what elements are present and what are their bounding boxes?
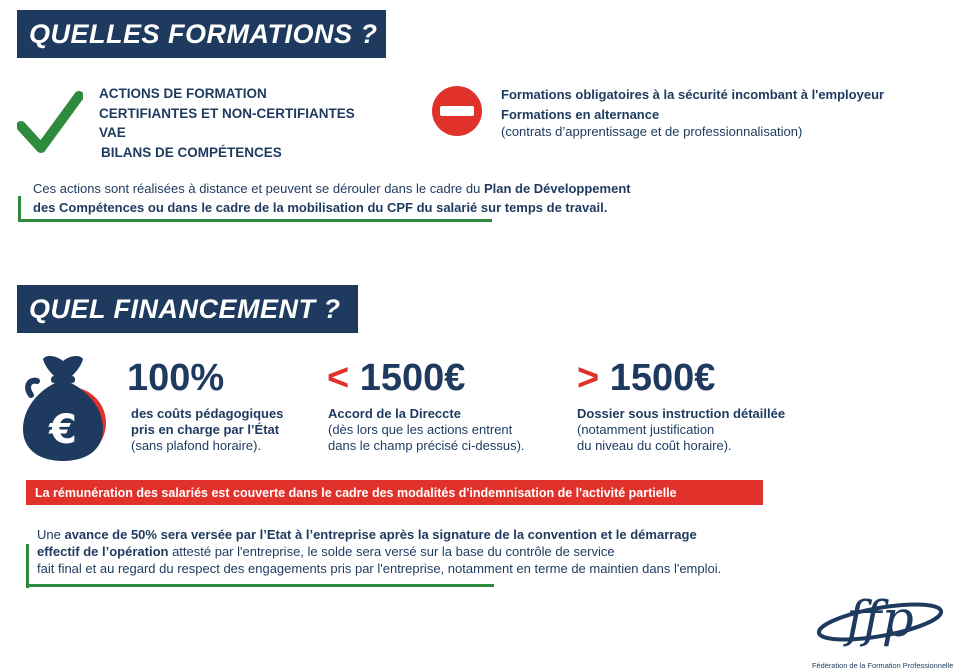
logo-letters: ffp bbox=[846, 590, 914, 648]
excluded-item-contracts: (contrats d’apprentissage et de professionnalisation) bbox=[501, 124, 803, 139]
excluded-item-alternance: Formations en alternance bbox=[501, 107, 660, 122]
funding-over-1500-details bbox=[577, 406, 785, 454]
excluded-item-security: Formations obligatoires à la sécurité incombant à l'employeur bbox=[501, 87, 885, 102]
over-1500-line1: Dossier sous instruction détaillée bbox=[577, 406, 786, 421]
eligible-list bbox=[99, 84, 355, 162]
under-1500-line2: (dès lors que les actions entrent bbox=[328, 422, 513, 437]
funding-under-1500-value bbox=[327, 358, 465, 398]
formations-note bbox=[33, 179, 631, 217]
eligible-item: CERTIFIANTES ET NON-CERTIFIANTES bbox=[99, 105, 355, 121]
funding-over-1500-value bbox=[577, 358, 715, 398]
advance-emphasis: avance de 50% sera versée par l’Etat à l’entreprise après la signature de la convention et le démarrage bbox=[64, 527, 697, 542]
over-1500-line2: (notamment justification bbox=[577, 422, 715, 437]
advance-paragraph bbox=[37, 526, 721, 577]
checkmark-icon bbox=[17, 90, 83, 156]
advance-underline bbox=[26, 584, 494, 587]
funding-100-line2: pris en charge par l’État bbox=[131, 422, 280, 437]
note-emphasis: Plan de Développement bbox=[483, 181, 631, 196]
remuneration-banner: La rémunération des salariés est couverte dans le cadre des modalités d'indemnisation de l'activité partielle bbox=[26, 480, 763, 505]
note-emphasis-line2: des Compétences ou dans le cadre de la mobilisation du CPF du salarié sur temps de travail. bbox=[33, 200, 608, 215]
under-1500-line3: dans le champ précisé ci-dessus). bbox=[328, 438, 525, 453]
eligible-item: ACTIONS DE FORMATION bbox=[99, 86, 267, 101]
advance-emphasis-line2: effectif de l’opération bbox=[37, 544, 169, 559]
under-1500-line1: Accord de la Direccte bbox=[328, 406, 461, 421]
excluded-list bbox=[501, 84, 884, 140]
eligible-item: VAE bbox=[99, 125, 126, 140]
funding-under-1500-details bbox=[328, 406, 525, 454]
ffp-logo bbox=[812, 586, 954, 670]
over-1500-amount: 1500€ bbox=[599, 357, 716, 399]
advance-text-line2: attesté par l'entreprise, le solde sera versé sur la base du contrôle de service bbox=[168, 544, 615, 559]
section-title-formations: QUELLES FORMATIONS ? bbox=[17, 10, 386, 58]
less-than-symbol: < bbox=[327, 357, 350, 399]
advance-text: Une bbox=[37, 527, 65, 542]
no-entry-icon bbox=[431, 85, 483, 137]
funding-100-line1: des coûts pédagogiques bbox=[131, 406, 284, 421]
note-text: Ces actions sont réalisées à distance et peuvent se dérouler dans le cadre du bbox=[33, 181, 484, 196]
over-1500-line3: du niveau du coût horaire). bbox=[577, 438, 732, 453]
funding-100-value: 100% bbox=[127, 357, 225, 399]
eligible-item: BILANS DE COMPÉTENCES bbox=[101, 144, 282, 160]
logo-caption: Fédération de la Formation Professionnelle bbox=[812, 661, 954, 670]
funding-100-details bbox=[131, 406, 283, 454]
section-title-financement: QUEL FINANCEMENT ? bbox=[17, 285, 358, 333]
advance-text-line3: fait final et au regard du respect des engagements pris par l'entreprise, notamment en terme de maintien dans l'emploi. bbox=[37, 561, 722, 576]
under-1500-amount: 1500€ bbox=[349, 357, 466, 399]
money-bag-euro-icon bbox=[15, 353, 111, 463]
note-underline bbox=[18, 219, 492, 222]
greater-than-symbol: > bbox=[577, 357, 600, 399]
funding-100-line3: (sans plafond horaire). bbox=[131, 438, 262, 453]
svg-text:€: € bbox=[49, 407, 77, 453]
advance-accent-bar bbox=[26, 544, 29, 588]
